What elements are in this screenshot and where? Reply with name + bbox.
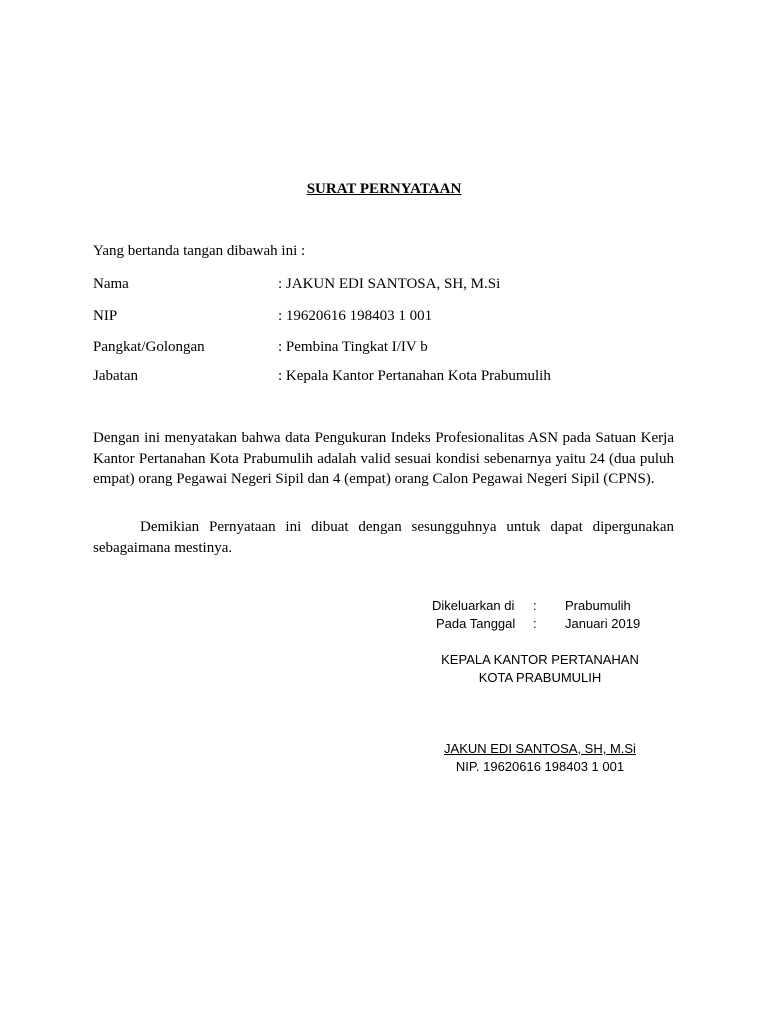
field-value: : Kepala Kantor Pertanahan Kota Prabumulih <box>278 368 551 384</box>
field-value: : 19620616 198403 1 001 <box>278 308 433 324</box>
issued-colon: : <box>533 598 537 613</box>
field-row-nama <box>93 276 693 296</box>
issued-date-row <box>436 616 645 634</box>
date-value: Januari 2019 <box>565 616 641 631</box>
date-label: Pada Tanggal <box>436 616 516 631</box>
field-row-pangkat <box>93 339 693 359</box>
field-row-jabatan <box>93 368 693 388</box>
field-value: : Pembina Tingkat I/IV b <box>278 339 428 355</box>
issued-value: Prabumulih <box>565 598 631 613</box>
issued-label: Dikeluarkan di <box>432 598 515 613</box>
field-label: NIP <box>93 308 118 324</box>
date-colon: : <box>533 616 537 631</box>
signer-name-wrap <box>390 741 690 756</box>
field-label: Nama <box>93 276 129 292</box>
field-label: Jabatan <box>93 368 138 384</box>
position-line-2: KOTA PRABUMULIH <box>478 670 602 685</box>
document-title: SURAT PERNYATAAN <box>306 181 462 197</box>
position-line-1: KEPALA KANTOR PERTANAHAN <box>441 652 639 667</box>
field-value: : JAKUN EDI SANTOSA, SH, M.Si <box>278 276 501 292</box>
intro-text: Yang bertanda tangan dibawah ini : <box>93 243 306 259</box>
field-row-nip <box>93 308 693 328</box>
signer-name: JAKUN EDI SANTOSA, SH, M.Si <box>444 741 636 756</box>
signer-nip: NIP. 19620616 198403 1 001 <box>455 759 625 774</box>
statement-paragraph: Dengan ini menyatakan bahwa data Pengukuran Indeks Profesionalitas ASN pada Satuan Kerja Kantor Pertanahan Kota Prabumulih adalah valid sesuai kondisi sebenarnya yaitu 24 (dua puluh empat) orang Pegawai Negeri Sipil dan 4 (empat) orang Calon Pegawai Negeri Sipil (CPNS). <box>93 430 674 487</box>
field-label: Pangkat/Golongan <box>93 339 205 355</box>
closing-paragraph: Demikian Pernyataan ini dibuat dengan sesungguhnya untuk dapat dipergunakan sebagaimana mestinya. <box>93 519 674 556</box>
